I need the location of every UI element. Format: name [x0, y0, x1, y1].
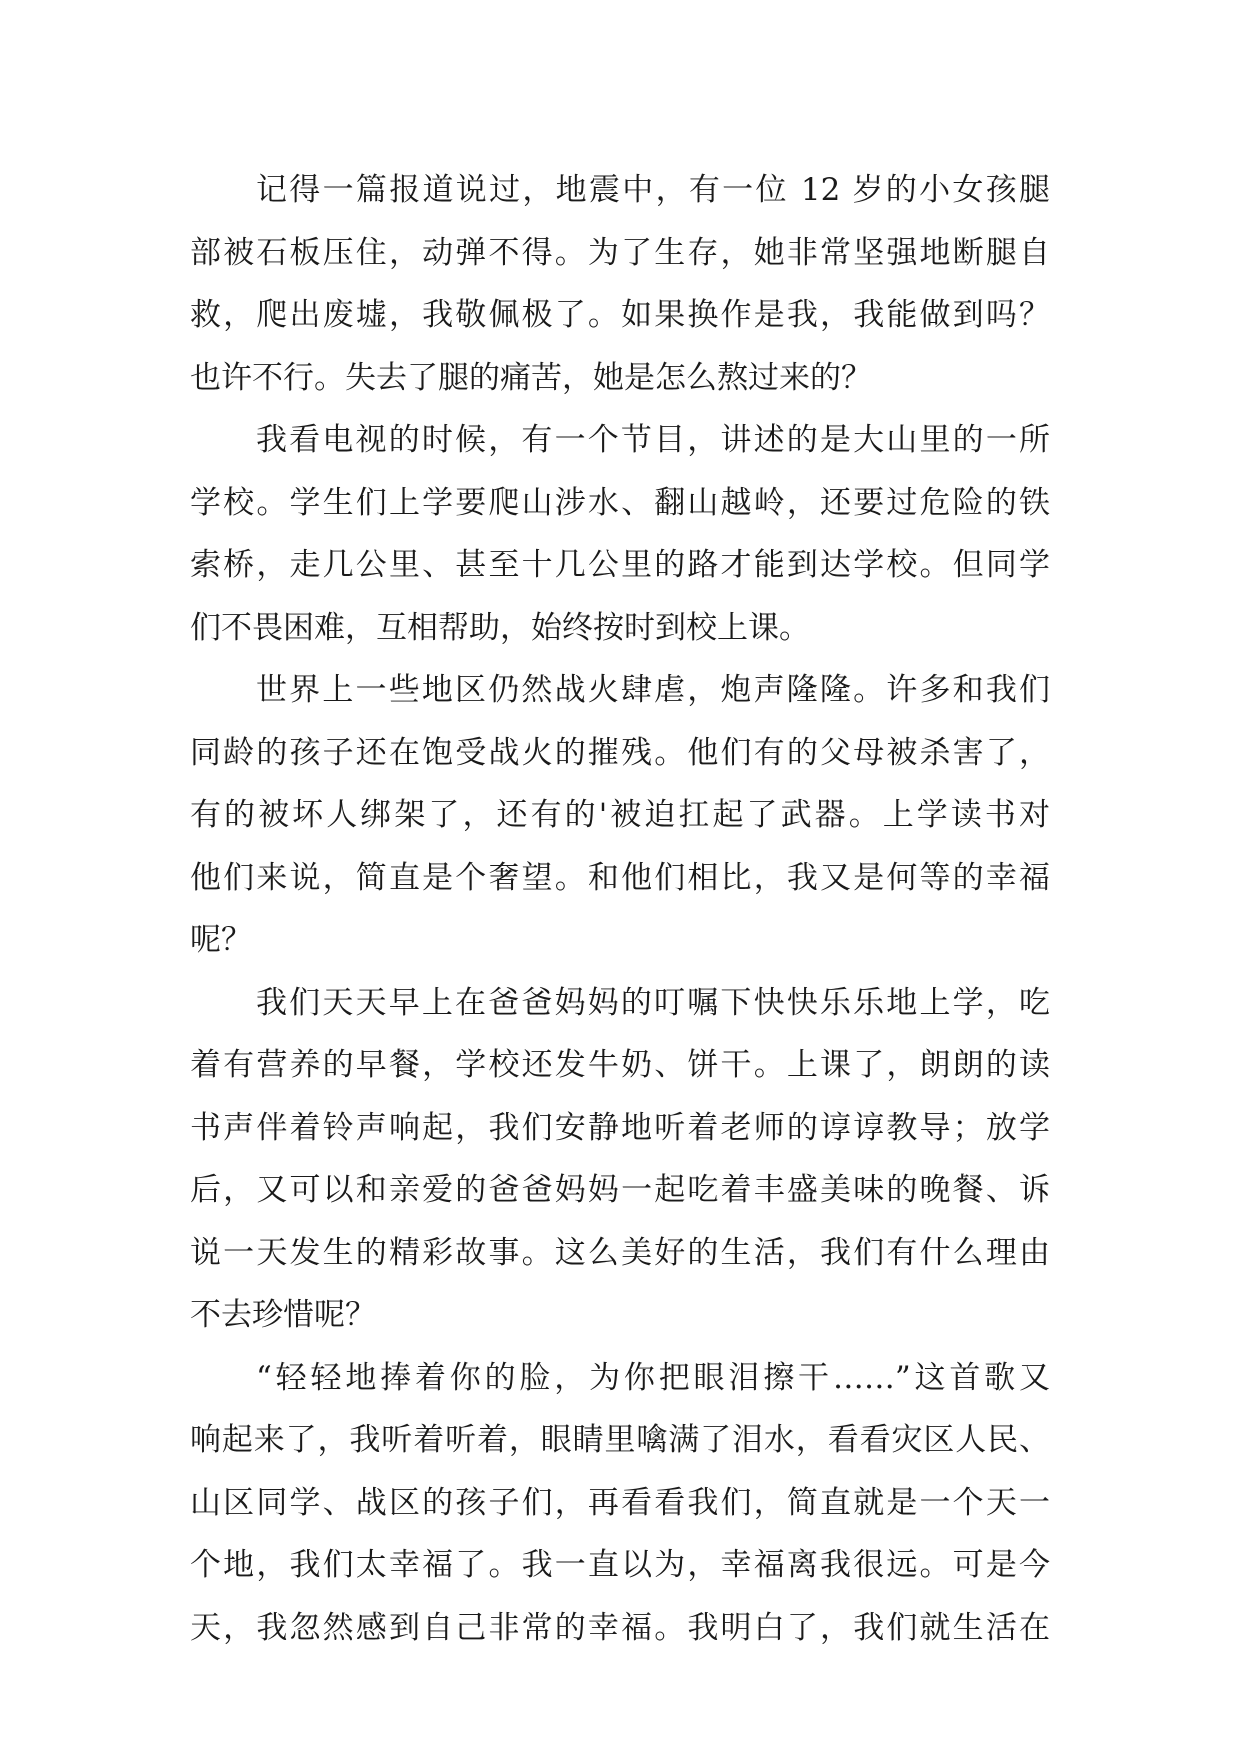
text-line: 学校。学生们上学要爬山涉水、翻山越岭，还要过危险的铁 — [190, 484, 1050, 521]
text-line: 部被石板压住，动弹不得。为了生存，她非常坚强地断腿自 — [190, 234, 1050, 271]
text-line: 呢？ — [190, 922, 252, 958]
text-line: 响起来了，我听着听着，眼睛里噙满了泪水，看看灾区人民、 — [190, 1422, 1050, 1458]
paragraph-earthquake-girl — [190, 159, 1050, 409]
text-line: 我们天天早上在爸爸妈妈的叮嘱下快快乐乐地上学，吃 — [256, 984, 1050, 1021]
text-line: 同龄的孩子还在饱受战火的摧残。他们有的父母被杀害了， — [190, 734, 1050, 771]
text-line: 着有营养的早餐，学校还发牛奶、饼干。上课了，朗朗的读 — [190, 1047, 1050, 1083]
text-line: 他们来说，简直是个奢望。和他们相比，我又是何等的幸福 — [190, 859, 1050, 896]
document-body — [190, 159, 1050, 1659]
text-line: 书声伴着铃声响起，我们安静地听着老师的谆谆教导；放学 — [190, 1109, 1050, 1146]
text-line: 后，又可以和亲爱的爸爸妈妈一起吃着丰盛美味的晚餐、诉 — [190, 1172, 1050, 1208]
paragraph-happy-life — [190, 972, 1050, 1347]
text-line: 索桥，走几公里、甚至十几公里的路才能到达学校。但同学 — [190, 547, 1050, 583]
text-line: 天，我忽然感到自己非常的幸福。我明白了，我们就生活在 — [190, 1609, 1050, 1646]
paragraph-song-reflection — [190, 1347, 1050, 1660]
paragraph-mountain-school — [190, 409, 1050, 659]
text-line: “轻轻地捧着你的脸，为你把眼泪擦干……”这首歌又 — [256, 1359, 1050, 1396]
text-line: 们不畏困难，互相帮助，始终按时到校上课。 — [190, 609, 810, 646]
text-line: 个地，我们太幸福了。我一直以为，幸福离我很远。可是今 — [190, 1547, 1050, 1583]
text-line: 说一天发生的精彩故事。这么美好的生活，我们有什么理由 — [190, 1234, 1050, 1271]
text-line: 山区同学、战区的孩子们，再看看我们，简直就是一个天一 — [190, 1484, 1050, 1521]
text-line: 世界上一些地区仍然战火肆虐，炮声隆隆。许多和我们 — [256, 672, 1050, 708]
text-line: 也许不行。失去了腿的痛苦，她是怎么熬过来的？ — [190, 359, 872, 396]
paragraph-war-children — [190, 659, 1050, 972]
text-line: 救，爬出废墟，我敬佩极了。如果换作是我，我能做到吗？ — [190, 297, 1050, 333]
text-line: 有的被坏人绑架了，还有的'被迫扛起了武器。上学读书对 — [190, 797, 1050, 833]
text-line: 记得一篇报道说过，地震中，有一位 12 岁的小女孩腿 — [256, 172, 1050, 208]
text-line: 不去珍惜呢？ — [190, 1297, 376, 1333]
text-line: 我看电视的时候，有一个节目，讲述的是大山里的一所 — [256, 422, 1050, 458]
